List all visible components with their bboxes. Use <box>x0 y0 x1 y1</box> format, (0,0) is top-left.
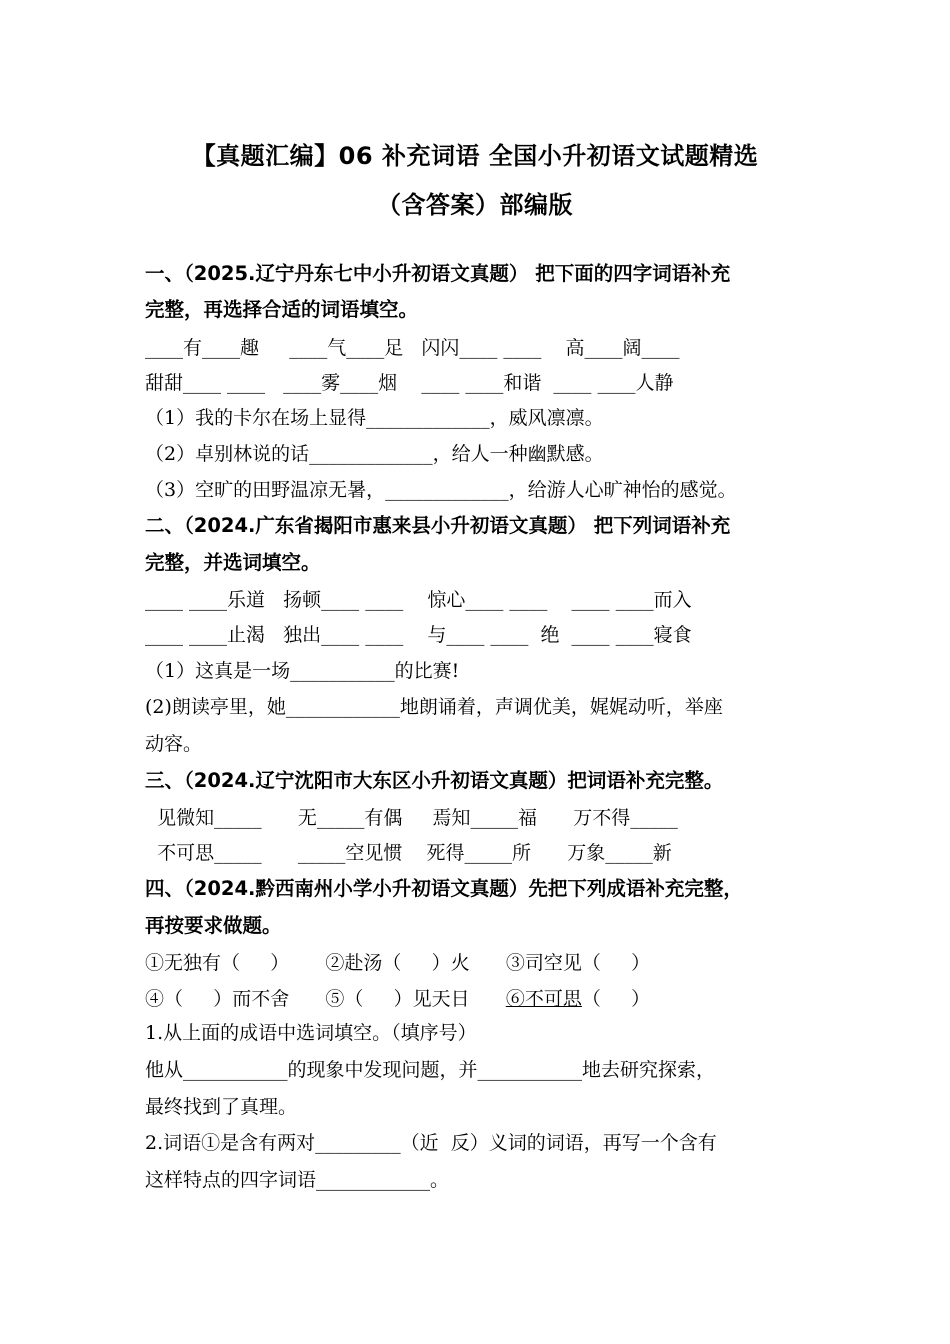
section2-words-row1: ____ ____乐道 扬顿____ ____ 惊心____ ____ ____ ____而入 <box>145 589 692 611</box>
section1-heading-line1: 一、（2025.辽宁丹东七中小升初语文真题） 把下面的四字词语补充 <box>145 262 731 285</box>
section4-task2-line2: 这样特点的四字词语____________。 <box>145 1169 450 1191</box>
section4-task1-line2: 最终找到了真理。 <box>145 1096 298 1118</box>
idioms-row2-underlined: ⑥不可思 <box>505 988 582 1010</box>
section4-task2-line1: 2.词语①是含有两对_________（近 反）义词的词语，再写一个含有 <box>145 1132 717 1154</box>
document-title-line1: 【真题汇编】06 补充词语 全国小升初语文试题精选 <box>191 142 759 170</box>
idioms-row2-part2: （ ） <box>581 988 651 1010</box>
section1-question2: （2）卓别林说的话_____________，给人一种幽默感。 <box>145 443 604 465</box>
section1-question3: （3）空旷的田野温凉无暑，_____________，给游人心旷神怡的感觉。 <box>145 479 737 501</box>
section4-idioms-row2 <box>145 987 650 1011</box>
section4-idioms-row1: ①无独有（ ） ②赴汤（ ）火 ③司空见（ ） <box>145 952 651 974</box>
section1-words-row2: 甜甜____ ____ ____雾____烟 ____ ____和谐 ____ ____人静 <box>145 372 674 394</box>
section4-heading-line2: 再按要求做题。 <box>145 914 282 937</box>
document-title-line2: （含答案）部编版 <box>377 191 573 219</box>
section2-heading-line2: 完整，并选词填空。 <box>145 551 321 574</box>
section2-words-row2: ____ ____止渴 独出____ ____ 与____ ____ 绝 ____ ____寝食 <box>145 624 692 646</box>
section2-heading-line1: 二、（2024.广东省揭阳市惠来县小升初语文真题） 把下列词语补充 <box>145 514 731 537</box>
section1-question1: （1）我的卡尔在场上显得_____________，威风凛凛。 <box>145 407 604 429</box>
section2-question2-line1: (2)朗读亭里，她____________地朗诵着，声调优美，娓娓动听，举座 <box>145 696 723 718</box>
section4-task1-line1: 他从___________的现象中发现问题，并___________地去研究探索， <box>145 1059 716 1081</box>
idioms-row2-part1: ④（ ）而不舍 ⑤（ ）见天日 <box>145 988 506 1010</box>
section1-words-row1: ____有____趣 ____气____足 闪闪____ ____ 高____阔____ <box>145 337 680 359</box>
section3-words-row1: 见微知_____ 无_____有偶 焉知_____福 万不得_____ <box>145 807 678 829</box>
section3-heading: 三、（2024.辽宁沈阳市大东区小升初语文真题）把词语补充完整。 <box>145 769 724 792</box>
section3-words-row2: 不可思_____ _____空见惯 死得_____所 万象_____新 <box>145 842 672 864</box>
section2-question1: （1）这真是一场___________的比赛! <box>145 660 460 682</box>
section2-question2-line2: 动容。 <box>145 733 203 755</box>
section1-heading-line2: 完整，再选择合适的词语填空。 <box>145 298 419 321</box>
section4-heading-line1: 四、（2024.黔西南州小学小升初语文真题）先把下列成语补充完整， <box>145 877 743 900</box>
section4-task1-label: 1.从上面的成语中选词填空。（填序号） <box>145 1022 477 1044</box>
